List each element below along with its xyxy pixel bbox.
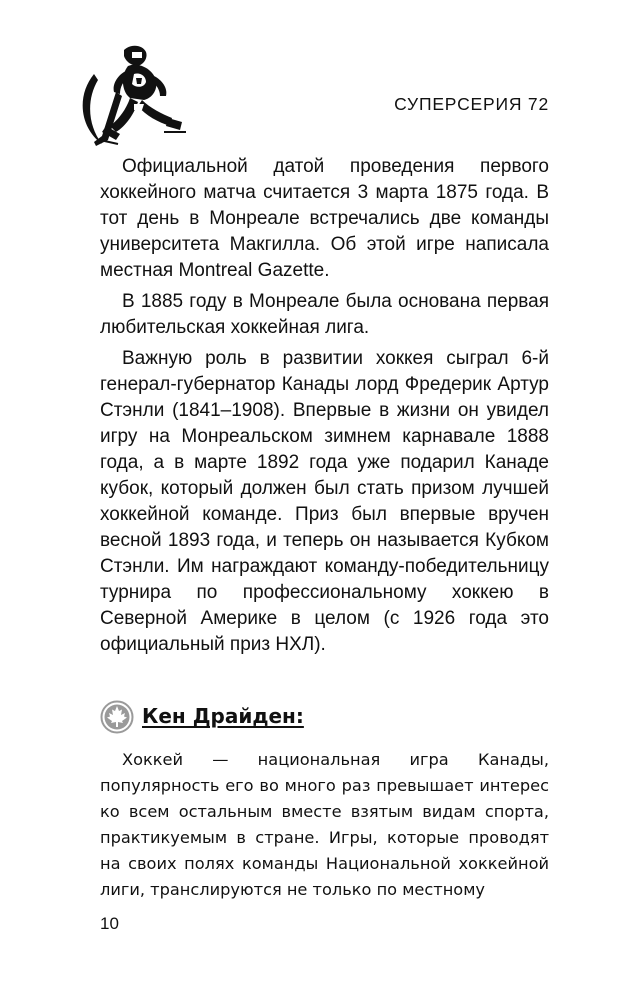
- paragraph: Официальной датой проведения первого хоккейного матча считается 3 марта 1875 года. В тот день в Монреале встречались две команды университета Макгилла. Об этой игре написала местная Montreal Gazette.: [100, 156, 549, 281]
- running-title: СУПЕРСЕРИЯ 72: [394, 94, 549, 114]
- page-number: 10: [100, 914, 119, 933]
- quote-author: Кен Драйден:: [142, 704, 304, 728]
- maple-leaf-icon: [100, 700, 134, 734]
- paragraph: Важную роль в развитии хоккея сыграл 6-й генерал-губернатор Канады лорд Фредерик Артур Стэнли (1841–1908). Впервые в жизни он увидел игру на Монреальском зимнем карнавале 1888 года, а в марте 1892 года уже подарил Канаде кубок, который должен был стать призом лучшей хоккейной команде. Приз был впервые вручен весной 1893 года, и теперь он называется Кубком Стэнли. Им награждают команду-победительницу турнира по профессиональному хоккею в Северной Америке в целом (с 1926 года это официальный приз НХЛ).: [100, 348, 549, 655]
- quote-body: [100, 747, 549, 903]
- paragraph: В 1885 году в Монреале была основана первая любительская хоккейная лига.: [100, 291, 549, 338]
- quote-header: [100, 700, 549, 740]
- paragraph: Хоккей — национальная игра Канады, популярность его во много раз превышает интерес ко всем остальным вместе взятым видам спорта, практикуемым в стране. Игры, которые проводят на своих полях команды Национальной хоккейной лиги, транслируются не только по местному: [100, 750, 549, 899]
- main-text: [100, 154, 549, 663]
